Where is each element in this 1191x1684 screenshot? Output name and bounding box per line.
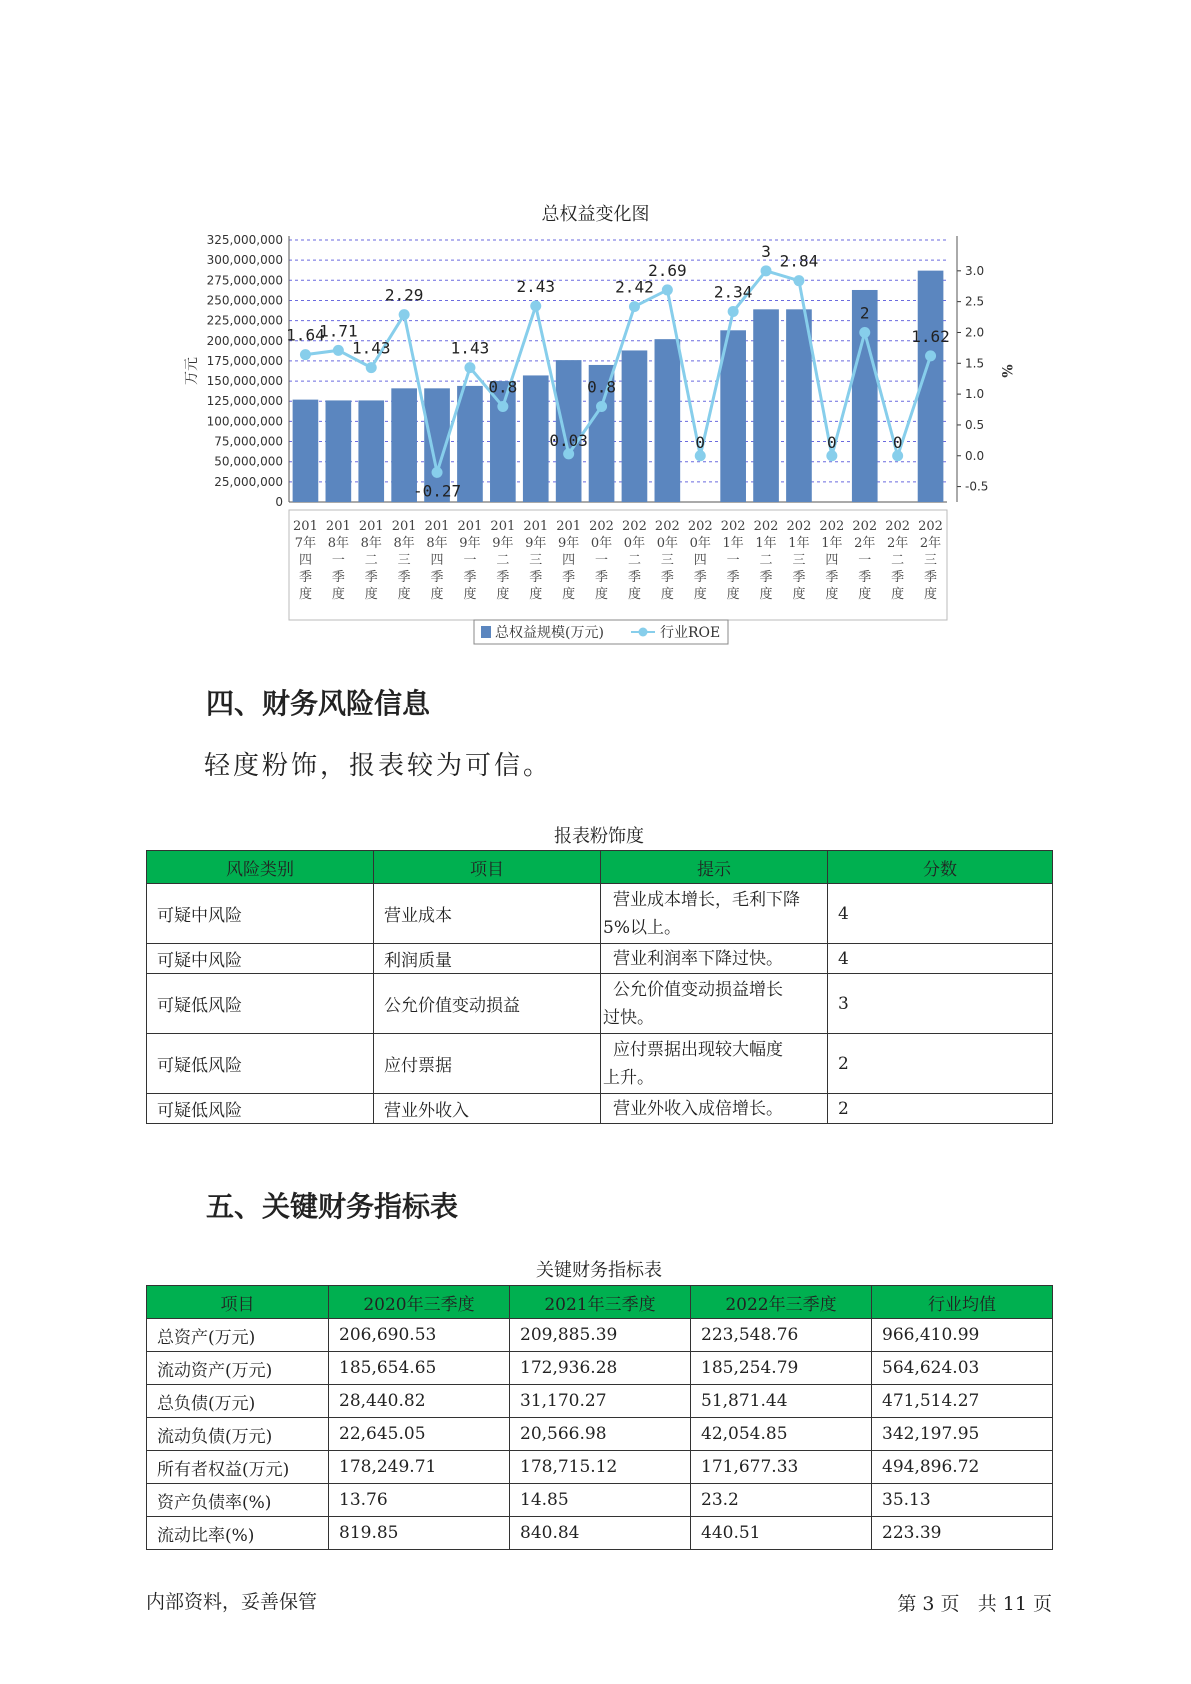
key-item-cell: 总负债(万元) xyxy=(147,1385,329,1418)
y-left-tick-label: 275,000,000 xyxy=(206,273,283,288)
x-category-label: 201 xyxy=(424,519,450,534)
x-category-label: 二 xyxy=(496,553,510,568)
risk-header-cell: 提示 xyxy=(601,851,828,884)
x-category-label: 9年 xyxy=(525,536,547,551)
roe-data-label: 2 xyxy=(859,303,870,323)
risk-category-cell: 可疑中风险 xyxy=(147,944,374,974)
risk-table-caption: 报表粉饰度 xyxy=(554,826,644,847)
risk-category-cell: 可疑中风险 xyxy=(147,884,374,944)
key-value-cell: 223,548.76 xyxy=(691,1319,872,1352)
x-category-label: 二 xyxy=(759,553,773,568)
table-row xyxy=(147,1385,1053,1418)
roe-data-label: 2.42 xyxy=(615,277,654,297)
key-value-cell: 14.85 xyxy=(510,1484,691,1517)
risk-tip-cell xyxy=(601,884,828,944)
roe-point xyxy=(728,306,739,317)
x-category-label: 201 xyxy=(391,519,417,534)
y-right-tick-label: 3.0 xyxy=(965,263,985,278)
x-category-label: 9年 xyxy=(558,536,580,551)
key-item-cell: 总资产(万元) xyxy=(147,1319,329,1352)
y-right-tick-label: 2.0 xyxy=(965,325,985,340)
y-left-tick-label: 325,000,000 xyxy=(206,233,283,247)
roe-data-label: 2.29 xyxy=(384,285,424,305)
table-row xyxy=(147,1418,1053,1451)
x-category-label: 7年 xyxy=(294,536,317,551)
key-value-cell: 42,054.85 xyxy=(691,1418,872,1451)
y-left-tick-label: 0 xyxy=(275,495,283,509)
risk-item-cell: 应付票据 xyxy=(374,1034,601,1094)
x-category-label: 一 xyxy=(463,553,477,568)
x-category-label: 季 xyxy=(792,570,806,585)
x-category-label: 9年 xyxy=(459,536,481,551)
x-category-label: 201 xyxy=(523,519,549,534)
roe-point xyxy=(662,284,673,295)
key-item-cell: 所有者权益(万元) xyxy=(147,1451,329,1484)
table-row xyxy=(147,944,1053,974)
key-value-cell: 342,197.95 xyxy=(872,1418,1053,1451)
x-category-label: 一 xyxy=(331,553,345,568)
risk-tip-line: 过快。 xyxy=(603,1007,654,1028)
key-header-cell: 行业均值 xyxy=(872,1286,1053,1319)
risk-category-cell: 可疑低风险 xyxy=(147,974,374,1034)
risk-score-cell: 4 xyxy=(828,944,1053,974)
x-category-label: 202 xyxy=(852,519,878,534)
x-category-label: 度 xyxy=(529,587,543,602)
equity-bar xyxy=(622,350,648,502)
risk-tip-cell xyxy=(601,1034,828,1094)
x-category-label: 季 xyxy=(825,570,839,585)
key-value-cell: 13.76 xyxy=(329,1484,510,1517)
x-category-label: 季 xyxy=(562,570,576,585)
x-category-label: 季 xyxy=(298,570,312,585)
x-category-label: 8年 xyxy=(327,536,349,551)
x-category-label: 202 xyxy=(589,519,614,534)
x-category-label: 季 xyxy=(397,570,411,585)
equity-bar xyxy=(753,309,779,502)
roe-point xyxy=(892,450,903,461)
x-category-label: 一 xyxy=(595,553,609,568)
x-category-label: 一 xyxy=(858,553,872,568)
x-category-label: 三 xyxy=(529,553,543,568)
roe-data-label: 2.43 xyxy=(516,276,556,296)
x-category-label: 1年 xyxy=(788,536,810,551)
legend-bar-label: 总权益规模(万元) xyxy=(495,625,604,641)
x-category-label: 度 xyxy=(331,587,345,602)
x-category-label: 季 xyxy=(759,570,773,585)
roe-point xyxy=(300,349,311,360)
roe-point xyxy=(761,265,772,276)
risk-tip-line: 上升。 xyxy=(603,1067,654,1088)
roe-point xyxy=(859,327,870,338)
roe-point xyxy=(629,301,640,312)
key-value-cell: 22,645.05 xyxy=(329,1418,510,1451)
roe-point xyxy=(497,401,508,412)
x-category-label: 度 xyxy=(924,587,938,602)
risk-tip-line: 5%以上。 xyxy=(603,917,681,938)
table-row xyxy=(147,1034,1053,1094)
x-category-label: 度 xyxy=(858,587,872,602)
roe-data-label: 1.71 xyxy=(319,321,358,341)
roe-data-label: 0.8 xyxy=(587,377,617,397)
roe-point xyxy=(925,350,936,361)
x-category-label: 四 xyxy=(430,553,444,568)
key-value-cell: 172,936.28 xyxy=(510,1352,691,1385)
roe-data-label: 0.03 xyxy=(549,430,588,450)
x-category-label: 度 xyxy=(463,587,477,602)
roe-point xyxy=(432,467,443,478)
equity-bar xyxy=(490,381,516,502)
x-category-label: 度 xyxy=(562,587,576,602)
risk-table xyxy=(146,850,1053,1124)
x-category-label: 季 xyxy=(660,570,674,585)
x-category-label: 201 xyxy=(293,519,318,534)
risk-header-cell: 项目 xyxy=(374,851,601,884)
x-category-label: 度 xyxy=(298,587,312,602)
risk-tip-line: 营业成本增长，毛利下降 xyxy=(613,889,800,910)
legend-bar-swatch xyxy=(481,626,491,638)
page-label-mid: 页 xyxy=(940,1593,960,1615)
y-left-tick-label: 25,000,000 xyxy=(214,474,283,489)
key-value-cell: 819.85 xyxy=(329,1517,510,1550)
key-value-cell: 20,566.98 xyxy=(510,1418,691,1451)
key-value-cell: 471,514.27 xyxy=(872,1385,1053,1418)
x-category-label: 202 xyxy=(918,519,943,534)
x-category-label: 度 xyxy=(627,587,641,602)
y-right-tick-label: 1.5 xyxy=(965,356,985,371)
x-category-label: 201 xyxy=(556,519,582,534)
x-category-label: 8年 xyxy=(360,536,382,551)
key-header-cell: 2020年三季度 xyxy=(329,1286,510,1319)
y-right-tick-label: 2.5 xyxy=(965,294,985,309)
x-category-label: 度 xyxy=(595,587,609,602)
key-value-cell: 840.84 xyxy=(510,1517,691,1550)
risk-tip-cell xyxy=(601,974,828,1034)
table-row xyxy=(147,884,1053,944)
roe-point xyxy=(333,345,344,356)
x-category-label: 三 xyxy=(924,553,938,568)
key-item-cell: 流动资产(万元) xyxy=(147,1352,329,1385)
roe-point xyxy=(695,450,706,461)
x-category-label: 三 xyxy=(660,553,674,568)
key-value-cell: 440.51 xyxy=(691,1517,872,1550)
x-category-label: 季 xyxy=(463,570,477,585)
risk-tip-line: 应付票据出现较大幅度 xyxy=(613,1039,783,1060)
table-row xyxy=(147,1352,1053,1385)
roe-point xyxy=(366,362,377,373)
y-left-tick-label: 125,000,000 xyxy=(206,394,283,409)
key-header-cell: 项目 xyxy=(147,1286,329,1319)
y-left-axis-title: 万元 xyxy=(184,357,200,385)
x-category-label: 8年 xyxy=(393,536,415,551)
y-left-tick-label: 200,000,000 xyxy=(206,333,283,348)
key-value-cell: 206,690.53 xyxy=(329,1319,510,1352)
y-right-axis-title: % xyxy=(998,364,1014,378)
risk-summary-text: 轻度粉饰，报表较为可信。 xyxy=(204,751,553,781)
risk-tip-line: 营业利润率下降过快。 xyxy=(613,948,783,969)
roe-data-label: 0 xyxy=(892,432,903,452)
x-category-label: 1年 xyxy=(722,536,744,551)
x-category-label: 度 xyxy=(759,587,773,602)
risk-item-cell: 营业外收入 xyxy=(374,1094,601,1124)
x-category-label: 202 xyxy=(622,519,647,534)
x-category-label: 四 xyxy=(693,553,707,568)
key-item-cell: 流动负债(万元) xyxy=(147,1418,329,1451)
equity-bar xyxy=(786,309,812,502)
x-category-label: 三 xyxy=(792,553,806,568)
x-category-label: 二 xyxy=(891,553,905,568)
x-category-label: 四 xyxy=(825,553,839,568)
roe-data-label: -0.27 xyxy=(412,481,462,501)
table-row xyxy=(147,1517,1053,1550)
roe-data-label: 0 xyxy=(827,432,837,452)
x-category-label: 0年 xyxy=(689,536,711,551)
key-value-cell: 31,170.27 xyxy=(510,1385,691,1418)
x-category-label: 季 xyxy=(693,570,707,585)
roe-data-label: 2.69 xyxy=(648,260,687,280)
x-category-label: 0年 xyxy=(590,536,613,551)
key-value-cell: 494,896.72 xyxy=(872,1451,1053,1484)
x-category-label: 季 xyxy=(627,570,641,585)
risk-score-cell: 3 xyxy=(828,974,1053,1034)
legend-line-label: 行业ROE xyxy=(660,625,721,641)
y-left-tick-label: 50,000,000 xyxy=(214,454,283,469)
x-category-label: 四 xyxy=(298,553,312,568)
x-category-label: 201 xyxy=(490,519,516,534)
x-category-label: 季 xyxy=(858,570,872,585)
x-category-label: 0年 xyxy=(623,536,646,551)
risk-header-cell: 分数 xyxy=(828,851,1053,884)
risk-tip-cell xyxy=(601,1094,828,1124)
x-category-label: 季 xyxy=(430,570,444,585)
roe-point xyxy=(530,300,541,311)
x-category-label: 202 xyxy=(786,519,812,534)
x-category-label: 202 xyxy=(819,519,845,534)
y-left-tick-label: 175,000,000 xyxy=(206,353,283,368)
risk-category-cell: 可疑低风险 xyxy=(147,1034,374,1094)
risk-score-cell: 2 xyxy=(828,1094,1053,1124)
key-item-cell: 资产负债率(%) xyxy=(147,1484,329,1517)
key-value-cell: 51,871.44 xyxy=(691,1385,872,1418)
y-right-tick-label: 0.0 xyxy=(965,448,985,463)
roe-point xyxy=(399,309,410,320)
key-section-heading: 五、关键财务指标表 xyxy=(206,1190,459,1223)
key-value-cell: 178,715.12 xyxy=(510,1451,691,1484)
roe-data-label: 0 xyxy=(695,432,706,452)
y-left-tick-label: 250,000,000 xyxy=(206,293,283,308)
key-table-caption: 关键财务指标表 xyxy=(536,1260,662,1281)
key-table-header-row xyxy=(147,1286,1053,1319)
risk-score-cell: 4 xyxy=(828,884,1053,944)
x-category-label: 202 xyxy=(654,519,680,534)
equity-bar xyxy=(523,375,549,502)
page-total: 11 xyxy=(1002,1593,1027,1615)
y-left-tick-label: 75,000,000 xyxy=(214,434,283,449)
roe-point xyxy=(464,362,475,373)
risk-tip-line: 营业外收入成倍增长。 xyxy=(613,1098,783,1119)
legend-line-marker xyxy=(639,628,648,637)
x-category-label: 度 xyxy=(496,587,510,602)
x-category-label: 三 xyxy=(397,553,411,568)
x-category-label: 季 xyxy=(924,570,938,585)
chart-title: 总权益变化图 xyxy=(541,204,650,225)
x-axis-label-frame xyxy=(289,510,947,620)
page-current: 3 xyxy=(922,1593,935,1615)
risk-category-cell: 可疑低风险 xyxy=(147,1094,374,1124)
y-right-tick-label: 1.0 xyxy=(965,387,985,402)
risk-table-header-row xyxy=(147,851,1053,884)
x-category-label: 0年 xyxy=(656,536,678,551)
x-category-label: 季 xyxy=(595,570,609,585)
key-value-cell: 28,440.82 xyxy=(329,1385,510,1418)
x-category-label: 度 xyxy=(397,587,411,602)
x-category-label: 8年 xyxy=(426,536,448,551)
y-left-tick-label: 225,000,000 xyxy=(206,313,283,328)
roe-data-label: 0.8 xyxy=(488,377,518,397)
key-value-cell: 966,410.99 xyxy=(872,1319,1053,1352)
x-category-label: 201 xyxy=(457,519,483,534)
key-value-cell: 209,885.39 xyxy=(510,1319,691,1352)
key-value-cell: 564,624.03 xyxy=(872,1352,1053,1385)
key-value-cell: 23.2 xyxy=(691,1484,872,1517)
x-category-label: 1年 xyxy=(755,536,777,551)
key-item-cell: 流动比率(%) xyxy=(147,1517,329,1550)
key-value-cell: 178,249.71 xyxy=(329,1451,510,1484)
roe-point xyxy=(826,450,837,461)
y-right-tick-label: -0.5 xyxy=(965,479,989,494)
x-category-label: 度 xyxy=(693,587,707,602)
equity-bar xyxy=(655,339,681,502)
x-category-label: 度 xyxy=(660,587,674,602)
roe-point xyxy=(563,448,574,459)
key-value-cell: 223.39 xyxy=(872,1517,1053,1550)
x-category-label: 度 xyxy=(430,587,444,602)
x-category-label: 2年 xyxy=(919,536,942,551)
total-label-pre: 共 xyxy=(977,1593,997,1615)
x-category-label: 季 xyxy=(529,570,543,585)
x-category-label: 202 xyxy=(687,519,713,534)
x-category-label: 一 xyxy=(726,553,740,568)
x-category-label: 度 xyxy=(792,587,806,602)
roe-data-label: 3 xyxy=(761,241,771,261)
roe-data-label: 2.84 xyxy=(779,251,819,271)
x-category-label: 2年 xyxy=(854,536,876,551)
risk-header-cell: 风险类别 xyxy=(147,851,374,884)
x-category-label: 二 xyxy=(627,553,641,568)
x-category-label: 度 xyxy=(726,587,740,602)
key-financial-table xyxy=(146,1285,1053,1550)
key-value-cell: 35.13 xyxy=(872,1484,1053,1517)
equity-bar xyxy=(293,400,319,502)
roe-data-label: 2.34 xyxy=(713,282,753,302)
equity-bar xyxy=(326,400,352,502)
x-category-label: 202 xyxy=(753,519,779,534)
x-category-label: 2年 xyxy=(887,536,909,551)
roe-data-label: 1.64 xyxy=(286,325,325,345)
table-row xyxy=(147,1451,1053,1484)
key-value-cell: 171,677.33 xyxy=(691,1451,872,1484)
roe-point xyxy=(596,401,607,412)
x-category-label: 9年 xyxy=(492,536,514,551)
risk-tip-line: 公允价值变动损益增长 xyxy=(613,979,783,1000)
roe-data-label: 1.43 xyxy=(351,338,391,358)
x-category-label: 季 xyxy=(364,570,378,585)
x-category-label: 季 xyxy=(891,570,905,585)
x-category-label: 度 xyxy=(891,587,905,602)
key-header-cell: 2022年三季度 xyxy=(691,1286,872,1319)
roe-data-label: 1.62 xyxy=(911,326,950,346)
table-row xyxy=(147,1319,1053,1352)
x-category-label: 二 xyxy=(364,553,378,568)
risk-score-cell: 2 xyxy=(828,1034,1053,1094)
x-category-label: 度 xyxy=(364,587,378,602)
y-left-tick-label: 100,000,000 xyxy=(206,414,283,429)
key-value-cell: 185,254.79 xyxy=(691,1352,872,1385)
x-category-label: 四 xyxy=(562,553,576,568)
risk-tip-cell xyxy=(601,944,828,974)
y-left-tick-label: 300,000,000 xyxy=(206,253,283,268)
roe-point xyxy=(793,275,804,286)
x-category-label: 202 xyxy=(720,519,746,534)
total-label-post: 页 xyxy=(1032,1593,1052,1615)
x-category-label: 季 xyxy=(726,570,740,585)
table-row xyxy=(147,1094,1053,1124)
x-category-label: 201 xyxy=(358,519,384,534)
table-row xyxy=(147,974,1053,1034)
x-category-label: 1年 xyxy=(821,536,843,551)
risk-section-heading: 四、财务风险信息 xyxy=(206,687,431,720)
equity-bar xyxy=(358,400,384,502)
y-left-tick-label: 150,000,000 xyxy=(206,374,283,389)
page-label-pre: 第 xyxy=(897,1593,917,1615)
key-header-cell: 2021年三季度 xyxy=(510,1286,691,1319)
footer-page-number xyxy=(880,1589,1052,1616)
key-value-cell: 185,654.65 xyxy=(329,1352,510,1385)
table-row xyxy=(147,1484,1053,1517)
risk-item-cell: 利润质量 xyxy=(374,944,601,974)
x-category-label: 度 xyxy=(825,587,839,602)
y-right-tick-label: 0.5 xyxy=(965,417,985,432)
equity-roe-chart xyxy=(0,0,1191,660)
roe-data-label: 1.43 xyxy=(450,338,490,358)
x-category-label: 季 xyxy=(496,570,510,585)
footer-confidential-note: 内部资料，妥善保管 xyxy=(146,1591,318,1613)
risk-item-cell: 营业成本 xyxy=(374,884,601,944)
x-category-label: 202 xyxy=(885,519,911,534)
x-category-label: 季 xyxy=(331,570,345,585)
risk-item-cell: 公允价值变动损益 xyxy=(374,974,601,1034)
x-category-label: 201 xyxy=(325,519,351,534)
